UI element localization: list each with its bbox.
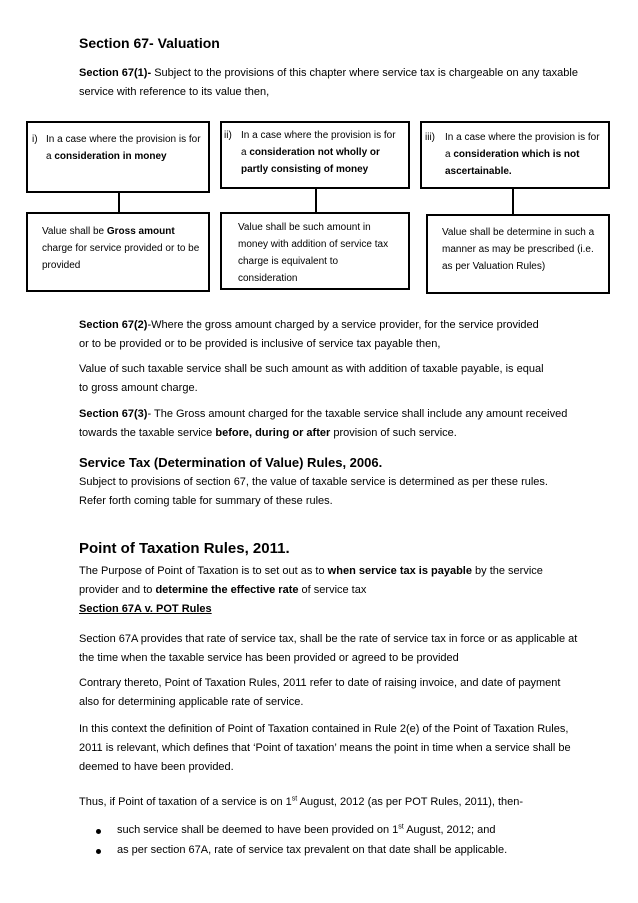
section-67-2-text: -Where the gross amount charged by a service provider, for the service provided or to be provided or to be provided is inclusive of service tax payable then, <box>79 319 539 350</box>
value-box-2 <box>220 212 410 290</box>
pot-purpose-bold-1: when service tax is payable <box>327 565 472 577</box>
case-3-pre: In a case where the provision is for a <box>445 132 600 160</box>
value-2-text: Value shall be such amount in money with addition of service tax charge is equivalent to consideration <box>238 222 389 284</box>
case-box-1 <box>26 121 210 193</box>
section-67-3-label: Section 67(3) <box>79 408 148 420</box>
section-67-1-label: Section 67(1)- <box>79 67 152 79</box>
service-tax-rules-heading: Service Tax (Determination of Value) Rules, 2006. <box>79 455 383 470</box>
value-1-bold: Gross amount <box>106 226 175 237</box>
bullet-dot-1 <box>96 829 101 834</box>
connector-2 <box>315 189 317 213</box>
connector-1 <box>118 193 120 213</box>
section-67-2 <box>79 316 539 354</box>
case-1-bold: consideration in money <box>54 151 167 162</box>
section-67-1-intro <box>79 64 599 102</box>
pot-purpose <box>79 562 579 600</box>
case-box-2 <box>220 121 410 189</box>
section-67-2-label: Section 67(2) <box>79 319 148 331</box>
connector-3 <box>512 189 514 215</box>
pot-purpose-post: of service tax <box>298 584 367 596</box>
pot-section-67a: Section 67A provides that rate of service tax, shall be the rate of service tax in force or as applicable at the time when the taxable service has been provided or agreed to be provided <box>79 633 578 664</box>
case-2-number: ii) <box>224 130 232 141</box>
case-2-bold: consideration not wholly or partly consisting of money <box>241 147 380 175</box>
value-box-3 <box>426 214 610 294</box>
case-1-pre: In a case where the provision is for a <box>46 134 201 162</box>
service-tax-rules-text <box>79 473 559 511</box>
pot-purpose-mid: by the service provider and to <box>79 565 543 596</box>
pot-contrary: Contrary thereto, Point of Taxation Rules, 2011 refer to date of raising invoice, and date of payment also for determining applicable rate of service. <box>79 677 561 708</box>
section-67-3-pre: - The Gross amount charged for the taxable service shall include any amount received towards the taxable service <box>79 408 568 439</box>
section-67-3 <box>79 405 569 443</box>
case-box-3 <box>420 121 610 189</box>
pot-thus <box>79 793 599 812</box>
pot-purpose-pre: The Purpose of Point of Taxation is to set out as to <box>79 565 328 577</box>
service-tax-rules-line-1: Subject to provisions of section 67, the value of taxable service is determined as per these rules. <box>79 476 548 488</box>
bullet-1-sup: st <box>398 823 404 831</box>
bullet-1-pre: such service shall be deemed to have been provided on 1 <box>117 824 399 836</box>
bullet-1-post: August, 2012; and <box>403 824 496 836</box>
case-3-number: iii) <box>425 132 435 143</box>
page-title: Section 67- Valuation <box>79 35 220 51</box>
value-1-post: charge for service provided or to be provided <box>42 243 200 271</box>
pot-heading: Point of Taxation Rules, 2011. <box>79 540 290 557</box>
bullet-item-1 <box>117 824 496 836</box>
value-1-pre: Value shall be <box>42 226 107 237</box>
case-2-pre: In a case where the provision is for a <box>241 130 396 158</box>
pot-subheading: Section 67A v. POT Rules <box>79 603 212 615</box>
bullet-dot-2 <box>96 849 101 854</box>
pot-thus-post: August, 2012 (as per POT Rules, 2011), then- <box>297 796 524 808</box>
case-3-bold: consideration which is not ascertainable. <box>445 149 580 177</box>
pot-thus-pre: Thus, if Point of taxation of a service is on 1 <box>79 796 292 808</box>
pot-purpose-bold-2: determine the effective rate <box>155 584 299 596</box>
section-67-2-value: Value of such taxable service shall be such amount as with addition of taxable payable, is equal to gross amount charge. <box>79 363 544 394</box>
pot-thus-sup: st <box>291 795 298 803</box>
section-67-1-text: Subject to the provisions of this chapter where service tax is chargeable on any taxable service with reference to its value then, <box>79 67 578 98</box>
value-box-1 <box>26 212 210 292</box>
service-tax-rules-line-2: Refer forth coming table for summary of these rules. <box>79 495 333 507</box>
section-67-3-post: provision of such service. <box>330 427 457 439</box>
value-3-text: Value shall be determine in such a manner as may be prescribed (i.e. as per Valuation Rules) <box>442 227 595 272</box>
case-1-number: i) <box>32 134 38 145</box>
bullet-item-2: as per section 67A, rate of service tax prevalent on that date shall be applicable. <box>117 844 508 856</box>
pot-definition: In this context the definition of Point of Taxation contained in Rule 2(e) of the Point of Taxation Rules, 2011 is relevant, which defines that ‘Point of taxation’ means the point in time when a service shall be deemed to have been provided. <box>79 723 571 773</box>
section-67-3-bold: before, during or after <box>215 427 331 439</box>
